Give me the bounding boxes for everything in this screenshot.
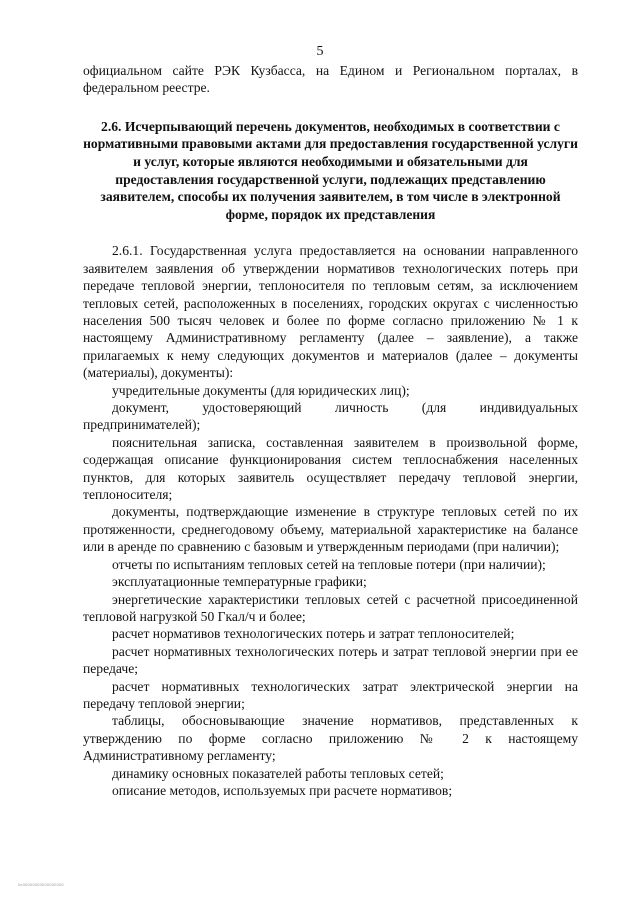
- list-item-coolant-loss-calculation: расчет нормативов технологических потерь и затрат теплоносителей;: [112, 626, 515, 642]
- list-item-heat-loss-calculation: расчет нормативных технологических потерь и затрат тепловой энергии при ее передаче;: [83, 643, 578, 677]
- list-item-calculation-methods: описание методов, используемых при расчете нормативов;: [112, 782, 453, 798]
- list-item-explanatory-note: пояснительная записка, составленная заявителем в произвольной форме, содержащая описание функционирования систем теплоснабжения населенных пунктов, для которых заявитель осуществляет передачу тепловой энергии, теплоносителя;: [83, 434, 578, 503]
- list-item-temperature-charts: эксплуатационные температурные графики;: [112, 574, 367, 590]
- list-item-structure-change-documents: документы, подтверждающие изменение в структуре тепловых сетей по их протяженности, среднегодовому объему, материальной характеристике на балансе или в аренде по сравнению с базовым и утвержденным периодами (при наличии);: [83, 504, 578, 555]
- document-body: [83, 62, 578, 799]
- lead-paragraph: официальном сайте РЭК Кузбасса, на Едином и Региональном порталах, в федеральном реестре.: [83, 63, 578, 96]
- list-item-justification-tables: таблицы, обосновывающие значение нормативов, представленных к утверждению по форме согласно приложению № 2 к настоящему Административному регламенту;: [83, 713, 578, 764]
- list-item-identity-document: документ, удостоверяющий личность (для индивидуальных предпринимателей);: [83, 400, 578, 433]
- paragraph-2-6-1: 2.6.1. Государственная услуга предоставляется на основании направленного заявителем заявления об утверждении нормативов технологических потерь при передаче тепловой энергии, теплоносителя по тепловым сетям, за исключением тепловых сетей, расположенных в поселениях, городских округах с численностью населения 500 тысяч человек и более по форме согласно приложению № 1 к настоящему Административному регламенту (далее – заявление), а также прилагаемых к нему следующих документов и материалов (далее – документы (материалы), документы):: [83, 243, 578, 381]
- list-item-performance-dynamics: динамику основных показателей работы тепловых сетей;: [112, 765, 444, 781]
- footer-mark: 0x00000000000000000: [18, 882, 64, 887]
- list-item-founding-documents: учредительные документы (для юридических лиц);: [112, 382, 410, 398]
- page-number: 5: [316, 44, 324, 59]
- list-item-test-reports: отчеты по испытаниям тепловых сетей на тепловые потери (при наличии);: [112, 556, 546, 572]
- section-heading: 2.6. Исчерпывающий перечень документов, необходимых в соответствии с нормативными правовыми актами для предоставления государственной услуги и услуг, которые являются необходимыми и обязательными для предоставления государственной услуги, подлежащих представлению заявителем, способы их получения заявителем, в том числе в электронной форме, порядок их представления: [83, 118, 578, 222]
- list-item-energy-characteristics: энергетические характеристики тепловых сетей с расчетной присоединенной тепловой нагрузкой 50 Гкал/ч и более;: [83, 591, 578, 624]
- list-item-electric-energy-calculation: расчет нормативных технологических затрат электрической энергии на передачу тепловой энергии;: [83, 678, 578, 711]
